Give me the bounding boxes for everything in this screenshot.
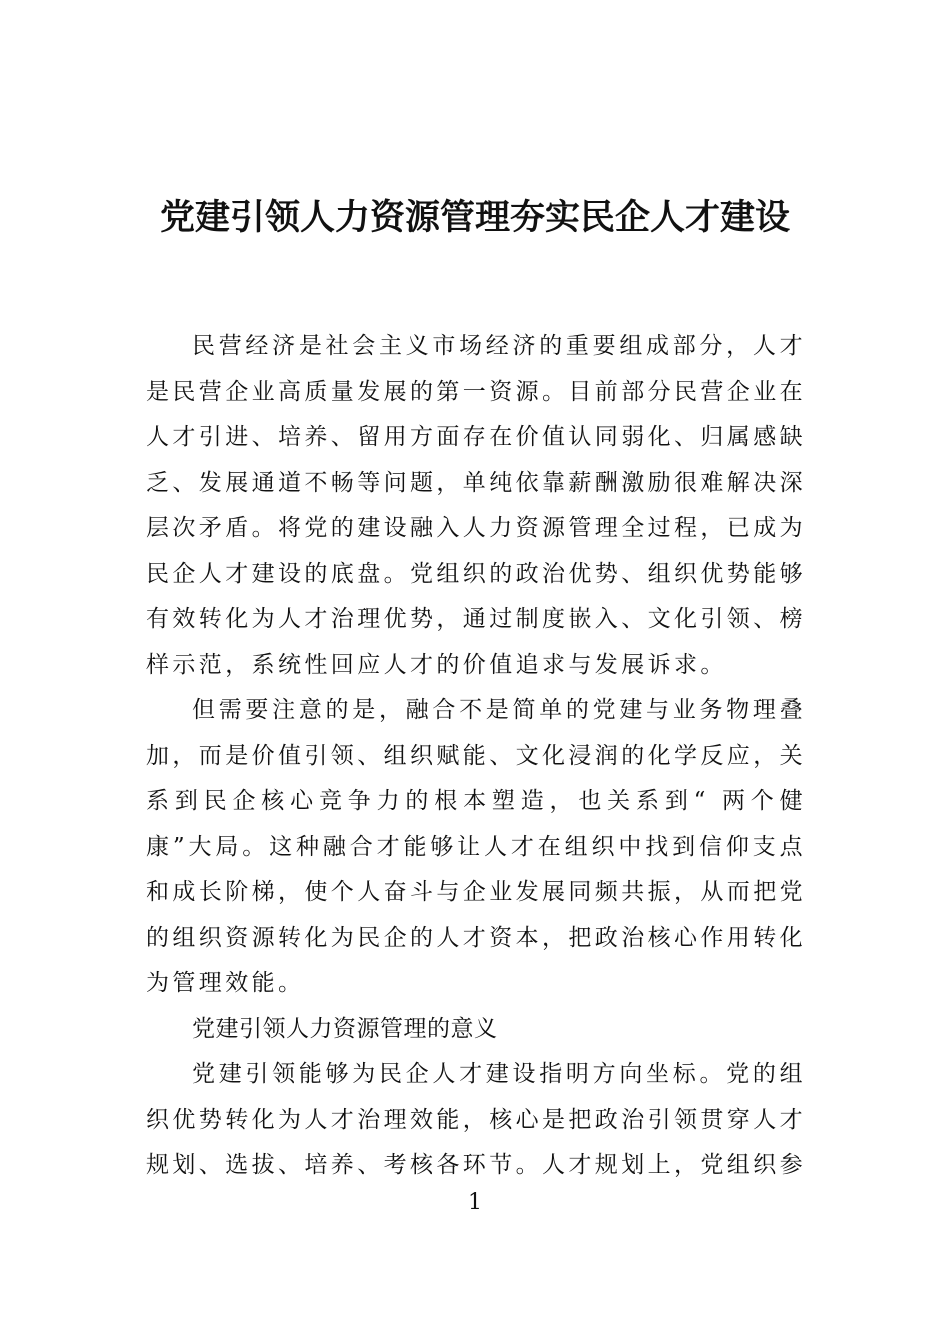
body-paragraph: 民营经济是社会主义市场经济的重要组成部分，人才是民营企业高质量发展的第一资源。目前部分民营企业在人才引进、培养、留用方面存在价值认同弱化、归属感缺乏、发展通道不畅等问题，单纯依靠薪酬激励很难解决深层次矛盾。将党的建设融入人力资源管理全过程，已成为民企人才建设的底盘。党组织的政治优势、组织优势能够有效转化为人才治理优势，通过制度嵌入、文化引领、榜样示范，系统性回应人才的价值追求与发展诉求。	[146, 333, 806, 678]
document-body	[146, 324, 806, 1189]
page-number: 1	[468, 1190, 482, 1215]
section-heading: 党建引领人力资源管理的意义	[192, 1015, 498, 1042]
document-title: 党建引领人力资源管理夯实民企人才建设	[159, 197, 790, 238]
body-paragraph: 党建引领能够为民企人才建设指明方向坐标。党的组织优势转化为人才治理效能，核心是把政治引领贯穿人才规划、选拔、培养、考核各环节。人才规划上，党组织参	[146, 1061, 806, 1178]
body-paragraph: 但需要注意的是，融合不是简单的党建与业务物理叠加，而是价值引领、组织赋能、文化浸润的化学反应，关系到民企核心竞争力的根本塑造，也关系到“ 两个健康”大局。这种融合才能够让人才在组织中找到信仰支点和成长阶梯，使个人奋斗与企业发展同频共振，从而把党的组织资源转化为民企的人才资本，把政治核心作用转化为管理效能。	[146, 697, 806, 996]
